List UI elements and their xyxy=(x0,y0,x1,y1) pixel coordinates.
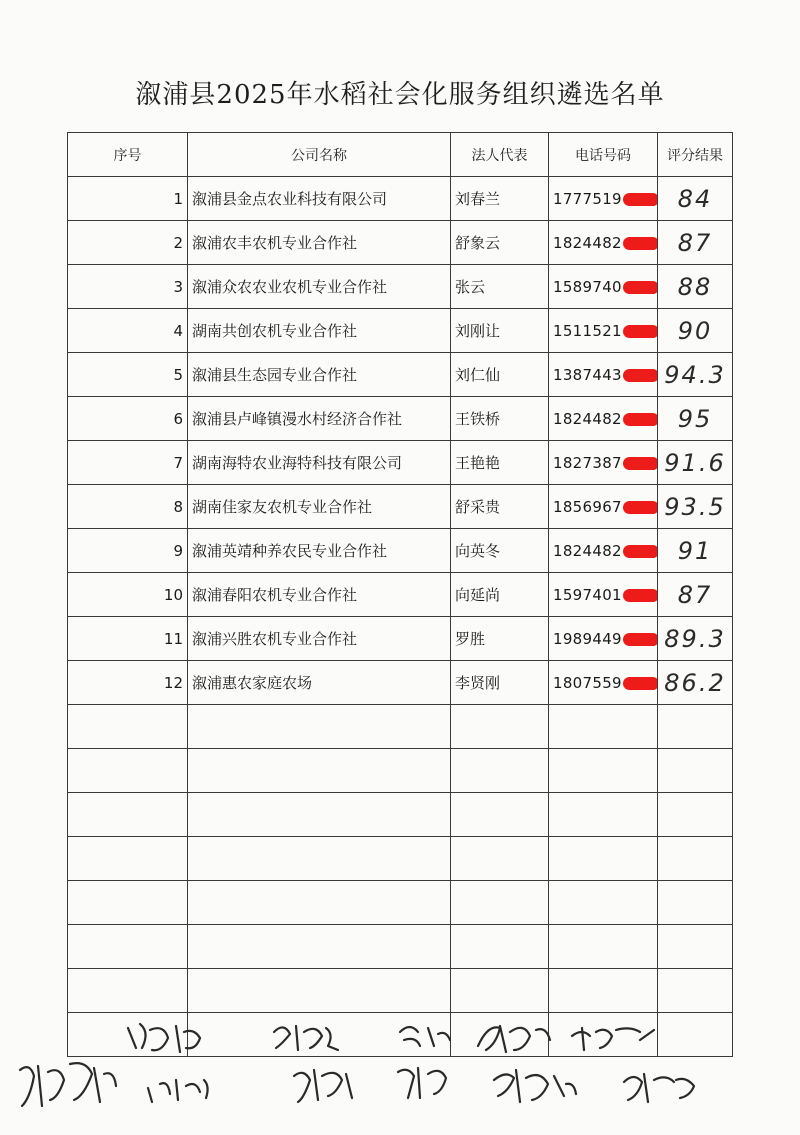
table-header-row xyxy=(68,133,733,177)
empty-cell xyxy=(658,837,733,881)
legal-representative: 罗胜 xyxy=(451,617,549,661)
empty-table-row xyxy=(68,969,733,1013)
row-number: 5 xyxy=(68,353,188,397)
empty-cell xyxy=(188,881,451,925)
empty-cell xyxy=(451,793,549,837)
phone-visible-digits: 1824482 xyxy=(553,541,622,560)
phone-number xyxy=(549,617,658,661)
handwritten-score: 84 xyxy=(677,184,713,213)
empty-cell xyxy=(451,705,549,749)
header-phone: 电话号码 xyxy=(549,133,658,177)
score-result xyxy=(658,573,733,617)
table-row xyxy=(68,221,733,265)
empty-cell xyxy=(188,837,451,881)
company-name: 溆浦英靖种养农民专业合作社 xyxy=(188,529,451,573)
company-name: 溆浦众农农业农机专业合作社 xyxy=(188,265,451,309)
score-result xyxy=(658,441,733,485)
redaction-mark xyxy=(623,633,658,646)
legal-representative: 向英冬 xyxy=(451,529,549,573)
handwritten-score: 87 xyxy=(677,580,713,609)
score-result xyxy=(658,485,733,529)
table-row xyxy=(68,617,733,661)
handwritten-score: 86.2 xyxy=(664,668,726,697)
empty-table-row xyxy=(68,749,733,793)
empty-cell xyxy=(451,837,549,881)
selection-table xyxy=(67,132,733,1057)
row-number: 3 xyxy=(68,265,188,309)
table-row xyxy=(68,309,733,353)
empty-cell xyxy=(68,793,188,837)
empty-table-row xyxy=(68,705,733,749)
score-result xyxy=(658,529,733,573)
empty-cell xyxy=(549,837,658,881)
phone-number xyxy=(549,221,658,265)
legal-representative: 李贤刚 xyxy=(451,661,549,705)
table-row xyxy=(68,177,733,221)
empty-cell xyxy=(658,925,733,969)
company-name: 溆浦县生态园专业合作社 xyxy=(188,353,451,397)
legal-representative: 王艳艳 xyxy=(451,441,549,485)
empty-cell xyxy=(68,837,188,881)
legal-representative: 舒采贵 xyxy=(451,485,549,529)
redaction-mark xyxy=(623,281,658,294)
redaction-mark xyxy=(623,589,658,602)
empty-table-row xyxy=(68,881,733,925)
phone-visible-digits: 1824482 xyxy=(553,409,622,428)
empty-cell xyxy=(658,793,733,837)
header-company: 公司名称 xyxy=(188,133,451,177)
header-score: 评分结果 xyxy=(658,133,733,177)
company-name: 溆浦惠农家庭农场 xyxy=(188,661,451,705)
table-row xyxy=(68,485,733,529)
handwritten-score: 95 xyxy=(677,404,713,433)
legal-representative: 张云 xyxy=(451,265,549,309)
header-rep: 法人代表 xyxy=(451,133,549,177)
handwritten-score: 94.3 xyxy=(664,360,726,389)
phone-visible-digits: 1589740 xyxy=(553,277,622,296)
handwritten-score: 87 xyxy=(677,228,713,257)
empty-cell xyxy=(451,969,549,1013)
score-result xyxy=(658,353,733,397)
redaction-mark xyxy=(623,677,658,690)
company-name: 溆浦县金点农业科技有限公司 xyxy=(188,177,451,221)
company-name: 溆浦农丰农机专业合作社 xyxy=(188,221,451,265)
empty-cell xyxy=(549,749,658,793)
empty-cell xyxy=(188,793,451,837)
score-result xyxy=(658,265,733,309)
score-result xyxy=(658,309,733,353)
page-title: 溆浦县2025年水稻社会化服务组织遴选名单 xyxy=(135,80,665,110)
empty-cell xyxy=(549,881,658,925)
score-result xyxy=(658,221,733,265)
row-number: 9 xyxy=(68,529,188,573)
phone-visible-digits: 1989449 xyxy=(553,629,622,648)
empty-cell xyxy=(451,881,549,925)
empty-cell xyxy=(658,749,733,793)
company-name: 溆浦兴胜农机专业合作社 xyxy=(188,617,451,661)
header-no: 序号 xyxy=(68,133,188,177)
empty-cell xyxy=(68,969,188,1013)
phone-number xyxy=(549,397,658,441)
redaction-mark xyxy=(623,193,658,206)
empty-table-row xyxy=(68,925,733,969)
phone-number xyxy=(549,177,658,221)
row-number: 4 xyxy=(68,309,188,353)
phone-visible-digits: 1827387 xyxy=(553,453,622,472)
redaction-mark xyxy=(623,545,658,558)
phone-number xyxy=(549,353,658,397)
row-number: 11 xyxy=(68,617,188,661)
table-row xyxy=(68,661,733,705)
legal-representative: 刘刚让 xyxy=(451,309,549,353)
score-result xyxy=(658,177,733,221)
handwritten-score: 89.3 xyxy=(664,624,726,653)
redaction-mark xyxy=(623,237,658,250)
empty-cell xyxy=(68,749,188,793)
table-row xyxy=(68,265,733,309)
row-number: 2 xyxy=(68,221,188,265)
handwritten-score: 93.5 xyxy=(664,492,726,521)
phone-number xyxy=(549,441,658,485)
company-name: 湖南共创农机专业合作社 xyxy=(188,309,451,353)
redaction-mark xyxy=(623,457,658,470)
row-number: 12 xyxy=(68,661,188,705)
empty-cell xyxy=(451,749,549,793)
phone-number xyxy=(549,309,658,353)
empty-cell xyxy=(188,925,451,969)
empty-cell xyxy=(188,705,451,749)
empty-cell xyxy=(549,969,658,1013)
empty-cell xyxy=(68,925,188,969)
handwritten-score: 91 xyxy=(677,536,713,565)
row-number: 7 xyxy=(68,441,188,485)
legal-representative: 刘春兰 xyxy=(451,177,549,221)
score-result xyxy=(658,617,733,661)
company-name: 湖南佳家友农机专业合作社 xyxy=(188,485,451,529)
company-name: 湖南海特农业海特科技有限公司 xyxy=(188,441,451,485)
redaction-mark xyxy=(623,325,658,338)
table-row xyxy=(68,353,733,397)
phone-number xyxy=(549,265,658,309)
empty-cell xyxy=(549,925,658,969)
empty-cell xyxy=(68,705,188,749)
phone-visible-digits: 1597401 xyxy=(553,585,622,604)
phone-visible-digits: 1387443 xyxy=(553,365,622,384)
table-row xyxy=(68,529,733,573)
score-result xyxy=(658,397,733,441)
legal-representative: 向延尚 xyxy=(451,573,549,617)
empty-cell xyxy=(658,705,733,749)
phone-visible-digits: 1807559 xyxy=(553,673,622,692)
handwritten-score: 91.6 xyxy=(664,448,726,477)
legal-representative: 刘仁仙 xyxy=(451,353,549,397)
handwritten-signatures xyxy=(0,1010,800,1131)
empty-table-row xyxy=(68,837,733,881)
empty-cell xyxy=(188,749,451,793)
redaction-mark xyxy=(623,369,658,382)
row-number: 8 xyxy=(68,485,188,529)
table-row xyxy=(68,573,733,617)
empty-cell xyxy=(549,705,658,749)
empty-table-row xyxy=(68,793,733,837)
row-number: 6 xyxy=(68,397,188,441)
handwritten-score: 88 xyxy=(677,272,713,301)
row-number: 1 xyxy=(68,177,188,221)
empty-cell xyxy=(451,925,549,969)
redaction-mark xyxy=(623,501,658,514)
phone-number xyxy=(549,661,658,705)
table-row xyxy=(68,441,733,485)
handwritten-score: 90 xyxy=(677,316,713,345)
phone-visible-digits: 1777519 xyxy=(553,189,622,208)
signatures-area xyxy=(0,1010,800,1131)
empty-cell xyxy=(188,969,451,1013)
empty-cell xyxy=(549,793,658,837)
table-row xyxy=(68,397,733,441)
phone-visible-digits: 1511521 xyxy=(553,321,622,340)
legal-representative: 舒象云 xyxy=(451,221,549,265)
phone-number xyxy=(549,529,658,573)
phone-visible-digits: 1856967 xyxy=(553,497,622,516)
legal-representative: 王铁桥 xyxy=(451,397,549,441)
row-number: 10 xyxy=(68,573,188,617)
empty-cell xyxy=(68,881,188,925)
company-name: 溆浦春阳农机专业合作社 xyxy=(188,573,451,617)
phone-visible-digits: 1824482 xyxy=(553,233,622,252)
empty-cell xyxy=(658,881,733,925)
company-name: 溆浦县卢峰镇漫水村经济合作社 xyxy=(188,397,451,441)
redaction-mark xyxy=(623,413,658,426)
phone-number xyxy=(549,573,658,617)
empty-cell xyxy=(658,969,733,1013)
phone-number xyxy=(549,485,658,529)
score-result xyxy=(658,661,733,705)
